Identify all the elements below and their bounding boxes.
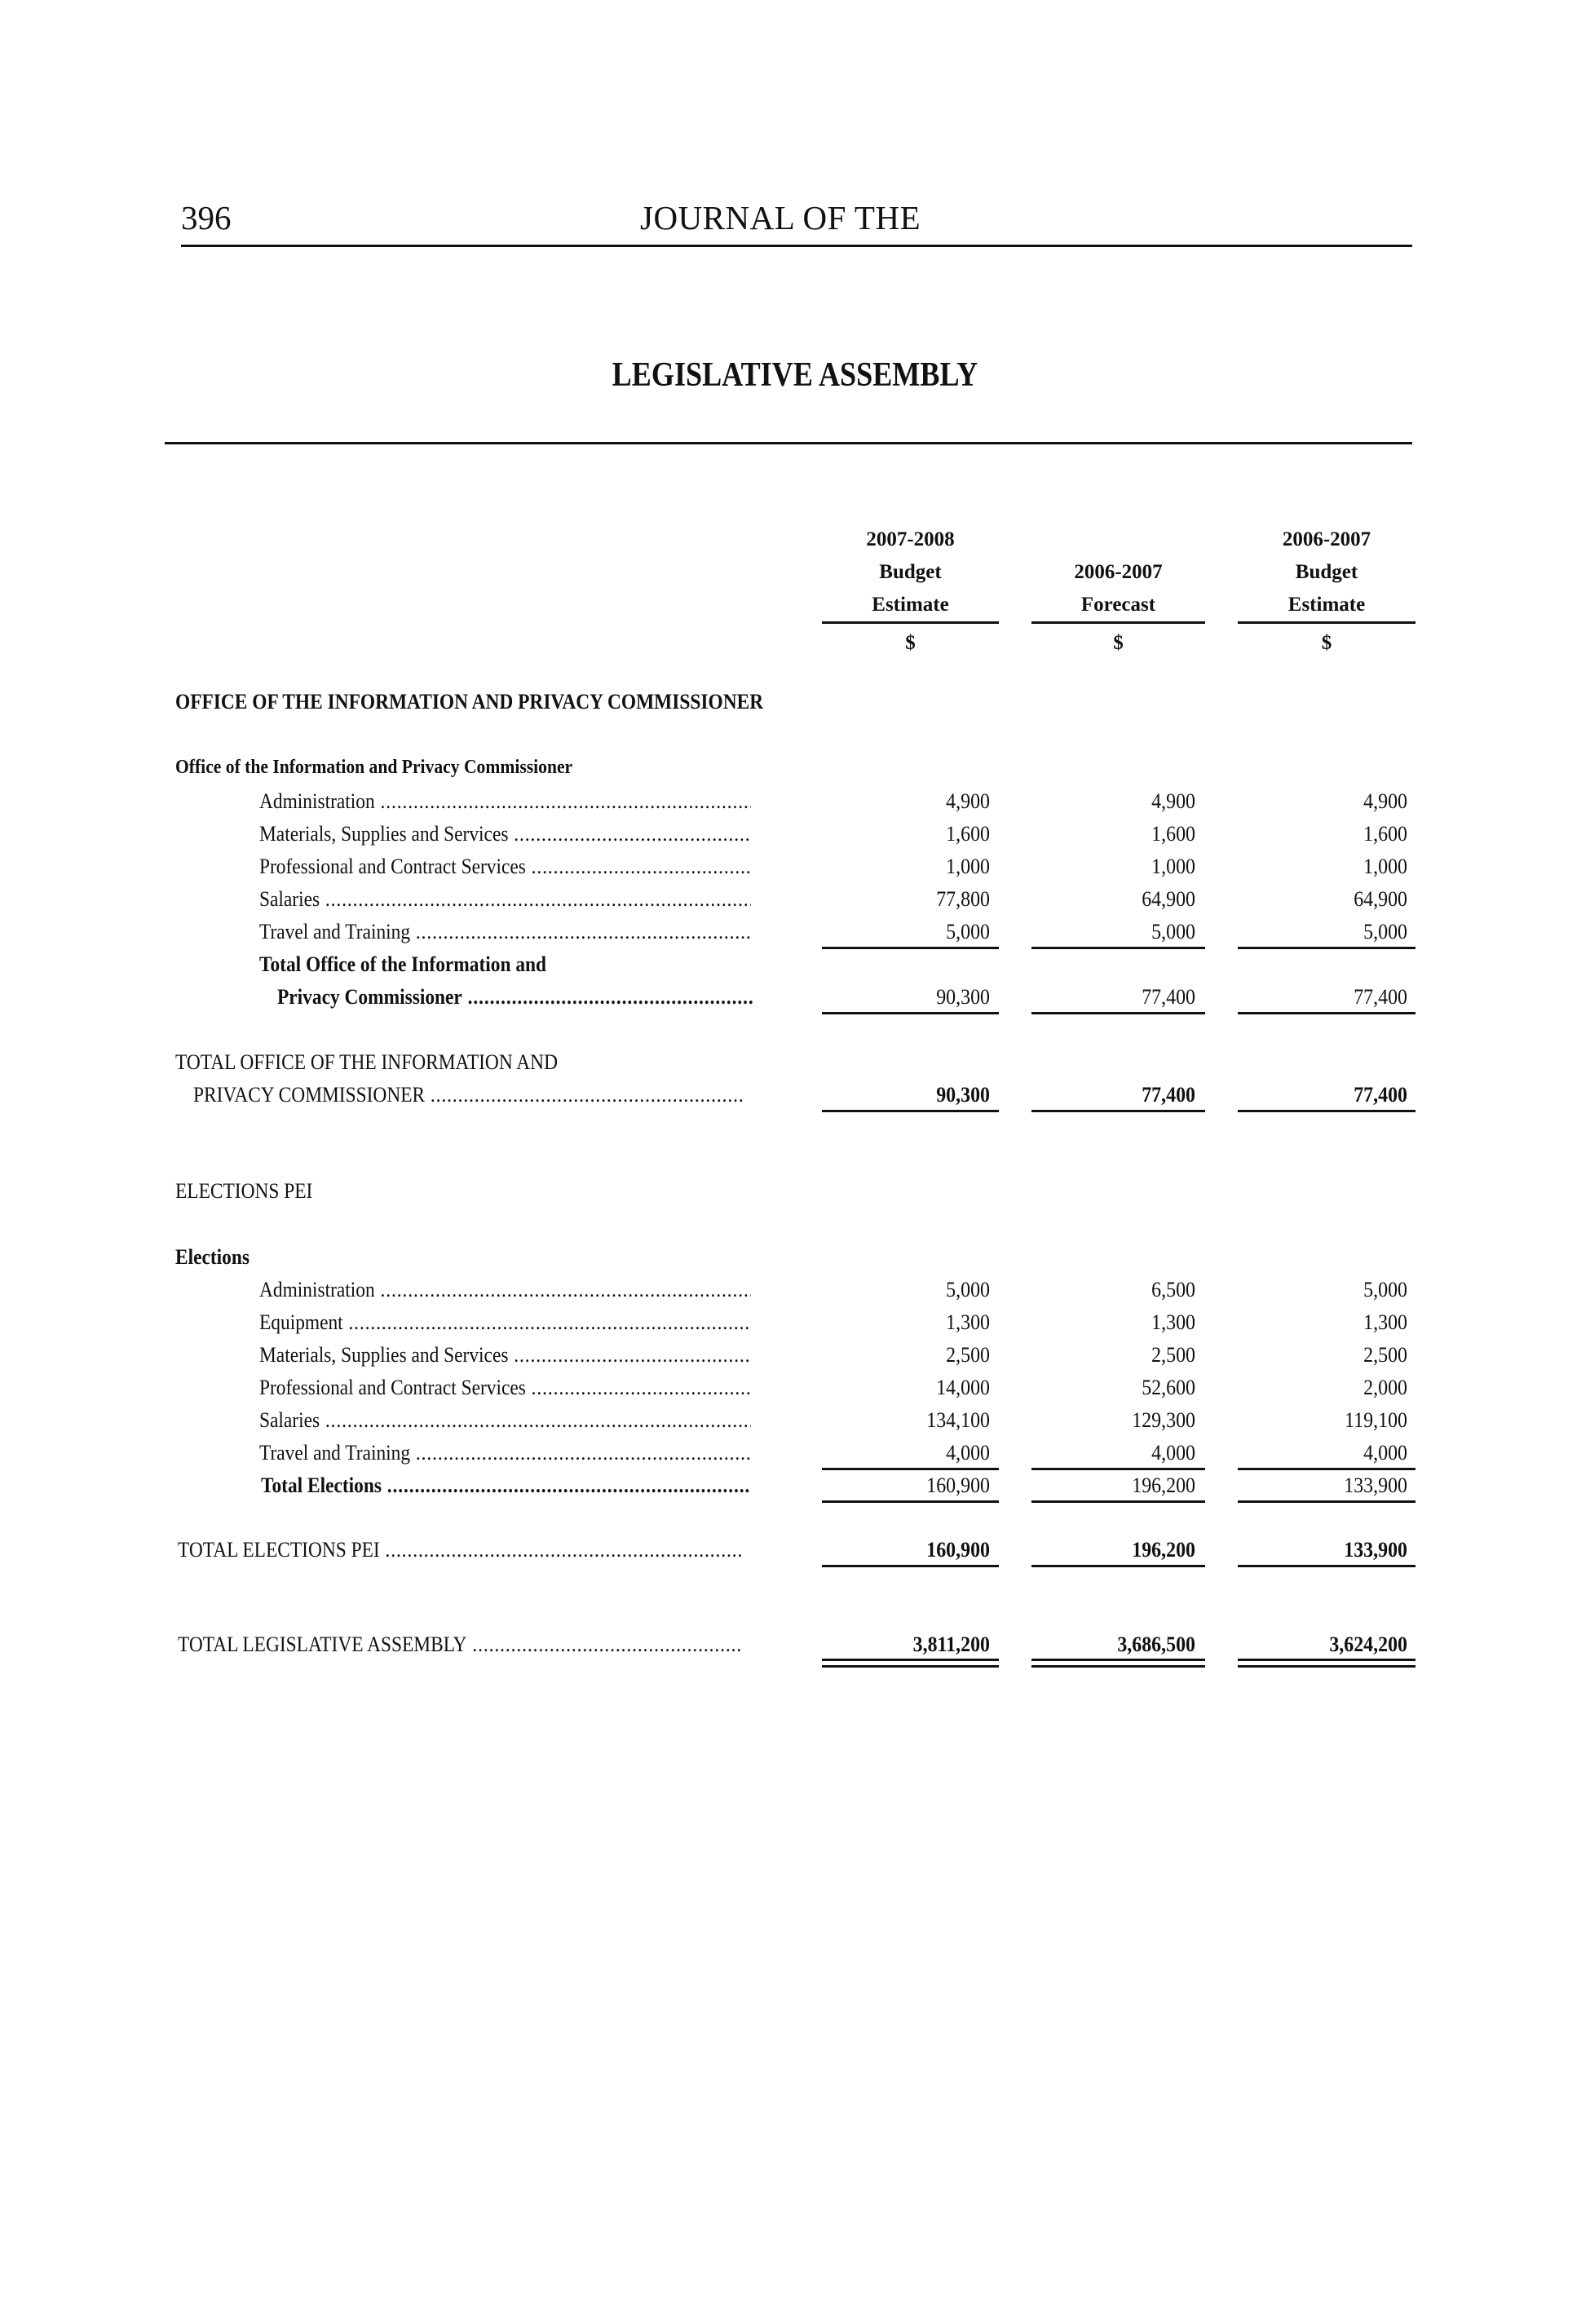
total-label: TOTAL ELECTIONS PEI ..... <box>178 1538 743 1562</box>
value-2006-2007-budget: 1,000 <box>1363 855 1407 878</box>
page-number: 396 <box>181 199 232 236</box>
subtotal-2006-2007-budget: 133,900 <box>1344 1473 1407 1497</box>
value-2006-2007-forecast: 5,000 <box>1151 920 1195 943</box>
subtotal-row <box>0 948 1590 980</box>
section-heading-elections <box>0 1174 1590 1207</box>
row-label: Administration ..... <box>259 1278 751 1302</box>
value-2006-2007-forecast: 4,900 <box>1151 789 1195 813</box>
total-rule <box>1238 1565 1416 1567</box>
total-2006-2007-budget: 77,400 <box>1354 1083 1407 1107</box>
table-row <box>0 850 1590 882</box>
subtotal-label: Privacy Commissioner ..... <box>277 985 753 1010</box>
value-2007-2008-budget: 14,000 <box>936 1376 990 1399</box>
column-header-line: Estimate <box>1238 589 1416 624</box>
total-2006-2007-forecast: 196,200 <box>1132 1538 1195 1562</box>
value-2007-2008-budget: 134,100 <box>926 1408 990 1432</box>
total-rule <box>1031 1012 1205 1014</box>
running-title: JOURNAL OF THE <box>640 199 921 236</box>
value-2007-2008-budget: 77,800 <box>936 887 990 911</box>
section-title: LEGISLATIVE ASSEMBLY <box>612 356 978 394</box>
value-2006-2007-forecast: 2,500 <box>1151 1343 1195 1367</box>
value-2007-2008-budget: 1,000 <box>946 855 990 878</box>
table-row <box>0 1338 1590 1371</box>
value-2006-2007-budget: 4,900 <box>1363 789 1407 813</box>
total-label: TOTAL OFFICE OF THE INFORMATION AND <box>175 1050 558 1074</box>
row-label: Materials, Supplies and Services ..... <box>259 822 751 846</box>
row-label: Travel and Training ..... <box>259 920 751 944</box>
column-header-budget-2007-2008 <box>822 524 999 660</box>
value-2006-2007-forecast: 64,900 <box>1142 887 1195 911</box>
value-2006-2007-budget: 2,000 <box>1363 1376 1407 1399</box>
value-2006-2007-budget: 1,600 <box>1363 822 1407 846</box>
subtotal-2006-2007-forecast: 77,400 <box>1142 985 1195 1009</box>
subtotal-row <box>0 1469 1590 1501</box>
value-2006-2007-budget: 4,000 <box>1363 1441 1407 1465</box>
column-header-budget-2006-2007 <box>1238 524 1416 660</box>
subtotal-2007-2008-budget: 90,300 <box>936 985 990 1009</box>
table-row <box>0 882 1590 915</box>
value-2006-2007-forecast: 129,300 <box>1132 1408 1195 1432</box>
table-row <box>0 1273 1590 1306</box>
total-rule <box>1238 1012 1416 1014</box>
row-label: Professional and Contract Services ..... <box>259 855 751 879</box>
column-unit: $ <box>1321 632 1332 654</box>
value-2006-2007-budget: 5,000 <box>1363 1278 1407 1301</box>
value-2006-2007-budget: 64,900 <box>1354 887 1407 911</box>
total-row <box>0 1045 1590 1078</box>
subsection-heading-elections <box>0 1240 1590 1273</box>
subtotal-2006-2007-forecast: 196,200 <box>1132 1473 1195 1497</box>
total-rule <box>822 1012 999 1014</box>
value-2007-2008-budget: 1,300 <box>946 1310 990 1334</box>
subtotal-label: Total Elections ..... <box>261 1473 751 1498</box>
table-row <box>0 1403 1590 1436</box>
value-2006-2007-budget: 5,000 <box>1363 920 1407 943</box>
total-row <box>0 1533 1590 1566</box>
grand-total-label: TOTAL LEGISLATIVE ASSEMBLY ..... <box>178 1633 743 1657</box>
column-header-line <box>1031 524 1205 556</box>
value-2006-2007-forecast: 6,500 <box>1151 1278 1195 1301</box>
total-rule <box>1238 1500 1416 1503</box>
grand-total-row <box>0 1628 1590 1660</box>
total-rule <box>822 1565 999 1567</box>
value-2006-2007-forecast: 1,600 <box>1151 822 1195 846</box>
subsection-heading-label: Elections <box>175 1245 250 1269</box>
table-row <box>0 915 1590 948</box>
total-2007-2008-budget: 160,900 <box>926 1538 990 1562</box>
column-header-line: Estimate <box>822 589 999 624</box>
subtotal-label: Total Office of the Information and <box>259 952 547 976</box>
section-heading-label: OFFICE OF THE INFORMATION AND PRIVACY COMMISSIONER <box>175 690 764 714</box>
subtotal-2007-2008-budget: 160,900 <box>926 1473 990 1497</box>
table-row <box>0 1436 1590 1469</box>
total-rule <box>1031 1110 1205 1112</box>
value-2007-2008-budget: 2,500 <box>946 1343 990 1367</box>
value-2006-2007-budget: 1,300 <box>1363 1310 1407 1334</box>
column-header-forecast-2006-2007 <box>1031 524 1205 660</box>
total-2007-2008-budget: 90,300 <box>936 1083 990 1107</box>
title-rule <box>165 442 1412 444</box>
column-unit: $ <box>1113 632 1124 654</box>
double-rule <box>822 1659 999 1668</box>
total-rule <box>822 1110 999 1112</box>
section-heading-oipc <box>0 685 1590 718</box>
row-label: Administration ..... <box>259 789 751 814</box>
value-2006-2007-forecast: 52,600 <box>1142 1376 1195 1399</box>
value-2007-2008-budget: 4,000 <box>946 1441 990 1465</box>
subtotal-2006-2007-budget: 77,400 <box>1354 985 1407 1009</box>
value-2007-2008-budget: 4,900 <box>946 789 990 813</box>
grand-total-2007-2008-budget: 3,811,200 <box>912 1633 990 1656</box>
value-2006-2007-forecast: 1,300 <box>1151 1310 1195 1334</box>
value-2006-2007-forecast: 4,000 <box>1151 1441 1195 1465</box>
row-label: Salaries ..... <box>259 1408 751 1433</box>
subsection-heading-label: Office of the Information and Privacy Commissioner <box>175 757 573 778</box>
total-label: PRIVACY COMMISSIONER ..... <box>193 1083 744 1107</box>
value-2007-2008-budget: 5,000 <box>946 920 990 943</box>
total-row <box>0 1078 1590 1111</box>
row-label: Travel and Training ..... <box>259 1441 751 1465</box>
column-header-line: 2006-2007 <box>1074 561 1163 583</box>
column-header-line: 2007-2008 <box>866 528 955 550</box>
subtotal-row <box>0 980 1590 1013</box>
double-rule <box>1031 1659 1205 1668</box>
column-header-line: Forecast <box>1031 589 1205 624</box>
column-unit: $ <box>905 632 916 654</box>
table-row <box>0 1371 1590 1403</box>
row-label: Salaries ..... <box>259 887 751 912</box>
value-2007-2008-budget: 5,000 <box>946 1278 990 1301</box>
grand-total-2006-2007-forecast: 3,686,500 <box>1117 1633 1195 1656</box>
value-2006-2007-budget: 119,100 <box>1345 1408 1407 1432</box>
table-row <box>0 817 1590 850</box>
total-rule <box>1238 1110 1416 1112</box>
column-header-line: Budget <box>1295 561 1358 583</box>
total-2006-2007-budget: 133,900 <box>1344 1538 1407 1562</box>
subsection-heading-oipc <box>0 752 1590 784</box>
double-rule <box>1238 1659 1416 1668</box>
row-label: Materials, Supplies and Services ..... <box>259 1343 751 1367</box>
total-rule <box>1031 1565 1205 1567</box>
value-2006-2007-budget: 2,500 <box>1363 1343 1407 1367</box>
table-row <box>0 1306 1590 1338</box>
grand-total-2006-2007-budget: 3,624,200 <box>1329 1633 1407 1656</box>
value-2006-2007-forecast: 1,000 <box>1151 855 1195 878</box>
total-2006-2007-forecast: 77,400 <box>1142 1083 1195 1107</box>
column-header-line: 2006-2007 <box>1282 528 1371 550</box>
total-rule <box>1031 1500 1205 1503</box>
column-header-line: Budget <box>879 561 942 583</box>
section-heading-label: ELECTIONS PEI <box>175 1179 313 1203</box>
row-label: Professional and Contract Services ..... <box>259 1376 751 1400</box>
value-2007-2008-budget: 1,600 <box>946 822 990 846</box>
row-label: Equipment ..... <box>259 1310 751 1335</box>
page-header <box>181 194 1412 247</box>
table-row <box>0 784 1590 817</box>
total-rule <box>822 1500 999 1503</box>
